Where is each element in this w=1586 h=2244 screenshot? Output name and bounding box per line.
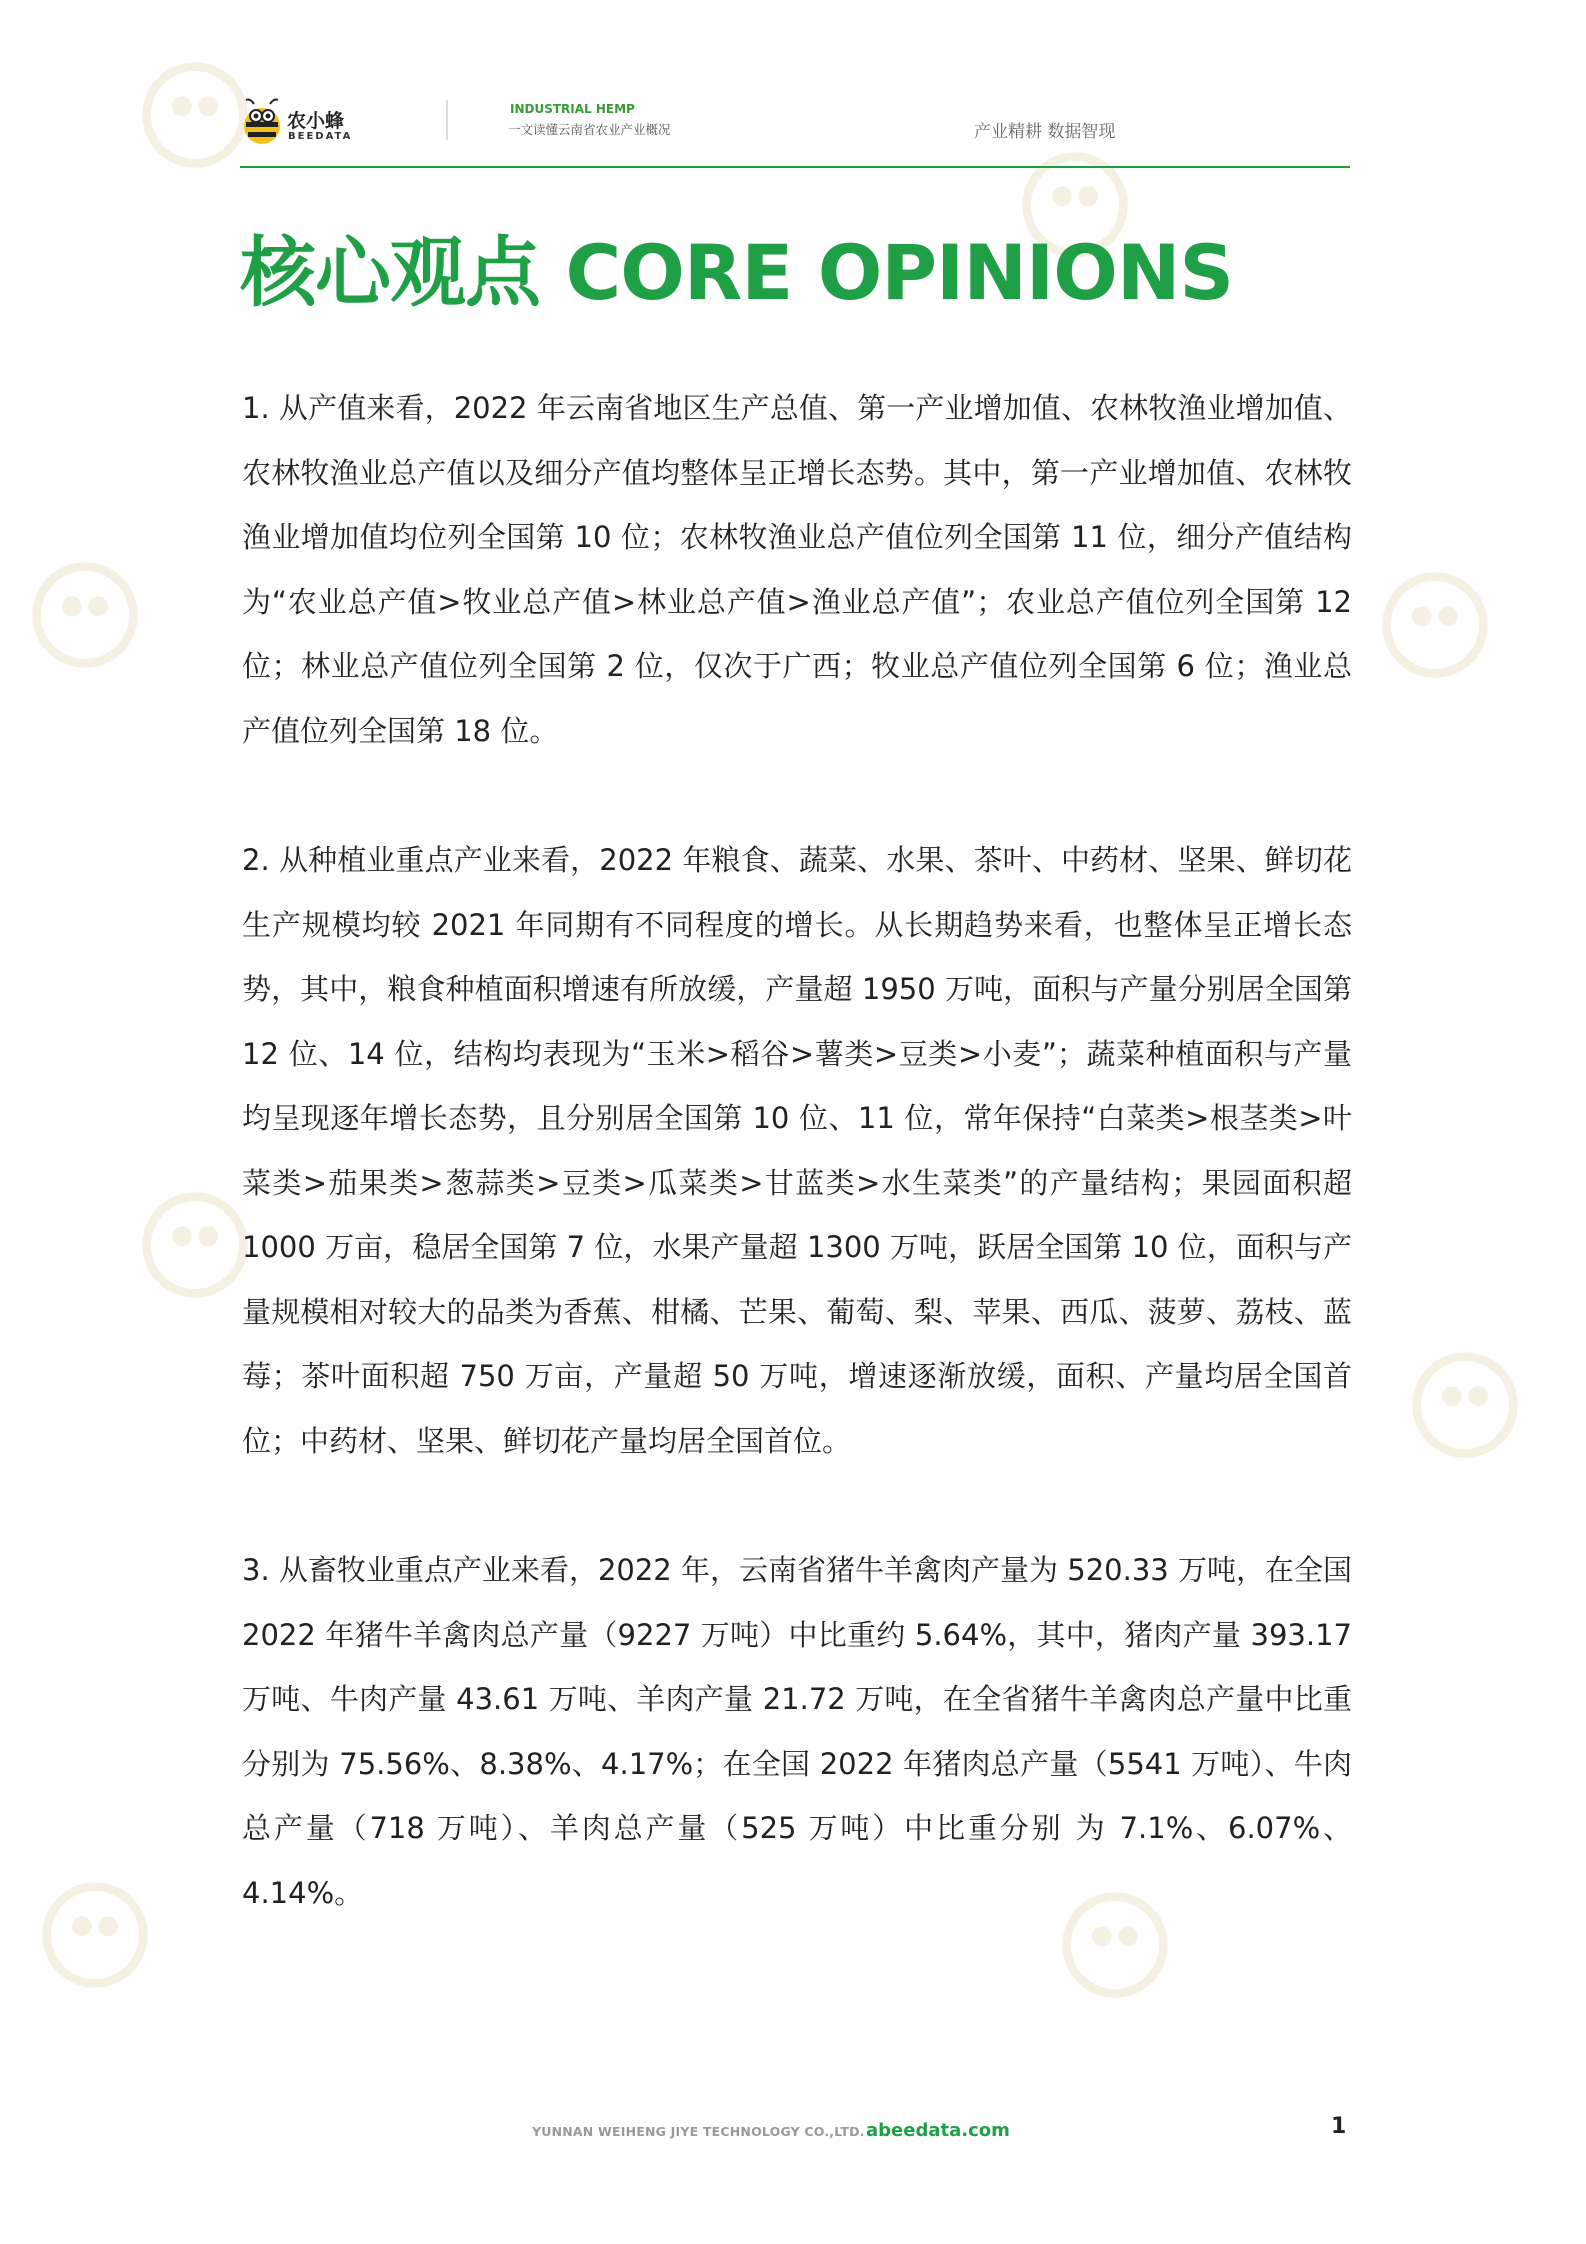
header-subtitle: 一文读懂云南省农业产业概况 [508, 122, 671, 137]
opinion-paragraph-1: 1. 从产值来看，2022 年云南省地区生产总值、第一产业增加值、农林牧渔业增加值、农林牧渔业总产值以及细分产值均整体呈正增长态势。其中，第一产业增加值、农林牧渔业增加值均位列全国第 10 位；农林牧渔业总产值位列全国第 11 位，细分产值结构为“农业总产值>牧业总产值>林业总产值>渔业总产值”；农业总产值位列全国第 12 位；林业总产值位列全国第 2 位，仅次于广西；牧业总产值位列全国第 6 位；渔业总产值位列全国第 18 位。 [242, 391, 1352, 748]
page-header [0, 0, 1586, 170]
bee-watermark-icon [40, 1880, 150, 1990]
header-rule [240, 166, 1350, 168]
opinion-paragraph-2: 2. 从种植业重点产业来看，2022 年粮食、蔬菜、水果、茶叶、中药材、坚果、鲜切花生产规模均较 2021 年同期有不同程度的增长。从长期趋势来看，也整体呈正增长态势，其中，粮食种植面积增速有所放缓，产量超 1950 万吨，面积与产量分别居全国第 12 位、14 位，结构均表现为“玉米>稻谷>薯类>豆类>小麦”；蔬菜种植面积与产量均呈现逐年增长态势，且分别居全国第 10 位、11 位，常年保持“白菜类>根茎类>叶菜类>茄果类>葱蒜类>豆类>瓜菜类>甘蓝类>水生菜类”的产量结构；果园面积超 1000 万亩，稳居全国第 7 位，水果产量超 1300 万吨，跃居全国第 10 位，面积与产量规模相对较大的品类为香蕉、柑橘、芒果、葡萄、梨、苹果、西瓜、菠萝、荔枝、蓝莓；茶叶面积超 750 万亩，产量超 50 万吨，增速逐渐放缓，面积、产量均居全国首位；中药材、坚果、鲜切花产量均居全国首位。 [242, 843, 1352, 1458]
page-number: 1 [1331, 2114, 1347, 2139]
header-slogan: 产业精耕 数据智现 [974, 122, 1116, 142]
footer-company: YUNNAN WEIHENG JIYE TECHNOLOGY CO.,LTD. [532, 2124, 865, 2139]
bee-watermark-icon [140, 1190, 250, 1300]
header-divider [446, 100, 448, 140]
page-title: 核心观点 CORE OPINIONS [240, 228, 1234, 317]
logo-name: 农小蜂 [287, 110, 345, 132]
opinion-paragraph-3: 3. 从畜牧业重点产业来看，2022 年，云南省猪牛羊禽肉产量为 520.33 万吨，在全国 2022 年猪牛羊禽肉总产量（9227 万吨）中比重约 5.64%，其中，猪肉产量 393.17 万吨、牛肉产量 43.61 万吨、羊肉产量 21.72 万吨，在全省猪牛羊禽肉总产量中比重分别为 75.56%、8.38%、4.17%；在全国 2022 年猪肉总产量（5541 万吨）、牛肉总产量（718 万吨）、羊肉总产量（525 万吨）中比重分别 为 7.1%、6.07%、4.14%。 [242, 1553, 1352, 1910]
logo-subtitle: BEEDATA [288, 131, 353, 142]
bee-watermark-icon [1410, 1350, 1520, 1460]
bee-watermark-icon [30, 560, 140, 670]
bee-watermark-icon [1380, 570, 1490, 680]
core-opinions-content [242, 376, 1352, 1990]
footer-website-link[interactable]: abeedata.com [866, 2120, 1010, 2141]
bee-logo-icon [240, 96, 286, 148]
header-tag: INDUSTRIAL HEMP [510, 102, 635, 116]
